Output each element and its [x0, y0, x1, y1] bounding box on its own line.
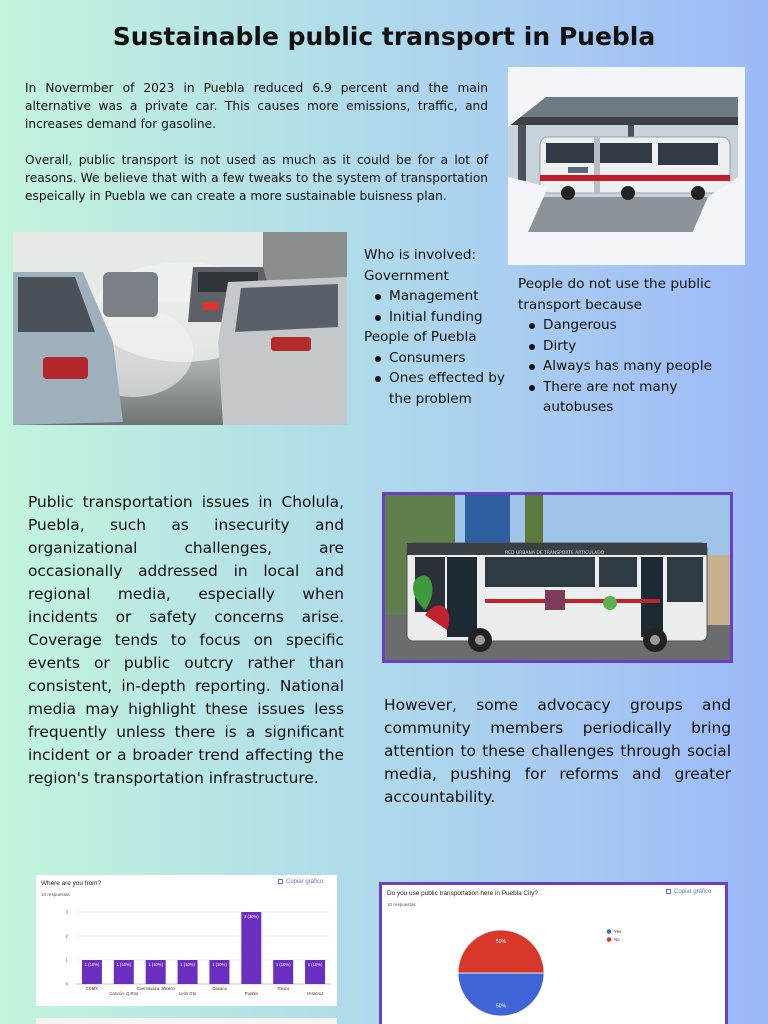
bar-value-label: 1 (10%) [116, 962, 132, 967]
reasons-items [518, 315, 748, 418]
legend-label: Yes [614, 929, 622, 934]
list-item: There are not many autobuses [518, 377, 748, 418]
bar-chart [36, 875, 337, 1006]
stakeholders-list [364, 245, 509, 409]
legend-swatch [607, 937, 612, 942]
group-government: Government [364, 267, 449, 284]
y-tick-label: 2 [65, 933, 68, 939]
bar [241, 912, 261, 984]
x-tick-label: Cancún, Q.Roo [109, 991, 139, 996]
intro-paragraph-2: Overall, public transport is not used as much as it could be for a lot of reasons. We believe that with a few tweaks to the system of transportation espeically in Puebla we can create a more sustainable buisness plan. [25, 153, 488, 203]
city-bus-photo [382, 492, 733, 663]
origin-bar-chart-card [36, 875, 337, 1006]
pie-slice [458, 930, 544, 973]
x-tick-label: Toluca [277, 986, 290, 991]
people-items [364, 348, 509, 410]
copy-chart-label: Copiar gráfico [286, 879, 324, 886]
list-item: Consumers [364, 348, 509, 369]
chart-question: Do you use public transportation here in Puebla City? [387, 890, 538, 897]
bar-value-label: 1 (10%) [307, 962, 323, 967]
brt-bus-photo [508, 67, 745, 265]
x-tick-label: Oaxaca [212, 986, 227, 991]
bar-value-label: 1 (10%) [275, 962, 291, 967]
slice-value-label: 50% [495, 938, 507, 945]
copy-chart-label: Copiar gráfico [674, 889, 712, 896]
response-count: 10 respuestas [41, 892, 70, 897]
list-item: Dangerous [518, 315, 748, 336]
y-tick-label: 1 [65, 957, 68, 963]
bar-value-label: 1 (10%) [212, 962, 227, 967]
slice-value-label: 50% [495, 1003, 507, 1010]
reasons-list [518, 274, 748, 418]
reasons-heading: People do not use the public transport because [518, 276, 712, 313]
x-tick-label: Veracruz [306, 991, 324, 996]
legend-swatch [607, 929, 612, 934]
bar-value-label: 1 (10%) [148, 962, 164, 967]
pie-slice [458, 973, 544, 1016]
x-tick-label: León Gto [178, 991, 197, 996]
government-items [364, 286, 509, 327]
group-people: People of Puebla [364, 329, 477, 345]
y-tick-label: 3 [65, 909, 68, 915]
intro-text [25, 79, 488, 205]
x-tick-label: Puebla [244, 991, 258, 996]
traffic-photo [13, 232, 347, 425]
x-tick-label: Cuernavaca, Mexico [136, 986, 175, 991]
bus-destination-sign: RED URBANA DE TRANSPORTE ARTICULADO [505, 551, 605, 556]
list-item: Management [364, 286, 509, 307]
next-chart-card-edge [36, 1018, 337, 1024]
usage-pie-chart-card [379, 882, 728, 1024]
stakeholders-heading: Who is involved: [364, 247, 477, 263]
page-title: Sustainable public transport in Puebla [112, 22, 656, 51]
x-tick-label: CDMX [85, 986, 99, 991]
chart-question: Where are you from? [41, 880, 102, 887]
bar-value-label: 1 (10%) [180, 962, 195, 967]
response-count: 10 respuestas [387, 902, 416, 907]
bar-value-label: 3 (30%) [243, 914, 259, 919]
intro-paragraph-1: In Novermber of 2023 in Puebla reduced 6.9 percent and the main alternative was a private car. This causes more emissions, traffic, and increases demand for gasoline. [25, 81, 488, 131]
list-item: Ones effected by the problem [364, 368, 509, 409]
advocacy-paragraph: However, some advocacy groups and community members periodically bring attention to these challenges through social media, pushing for reforms and greater accountability. [384, 696, 731, 806]
media-coverage-paragraph: Public transportation issues in Cholula, Puebla, such as insecurity and organizational challenges, are occasionally addressed in local and regional media, especially when incidents or safety concerns arise. Coverage tends to focus on specific events or public outcry rather than consistent, in-depth reporting. National media may highlight these issues less frequently unless there is a significant incident or a broader trend affecting the region's transportation infrastructure. [28, 493, 344, 787]
pie-chart [382, 885, 725, 1024]
list-item: Dirty [518, 336, 748, 357]
list-item: Always has many people [518, 356, 748, 377]
legend-label: No [614, 937, 620, 942]
list-item: Initial funding [364, 307, 509, 328]
bar-value-label: 1 (10%) [84, 962, 100, 967]
y-tick-label: 0 [65, 981, 68, 987]
